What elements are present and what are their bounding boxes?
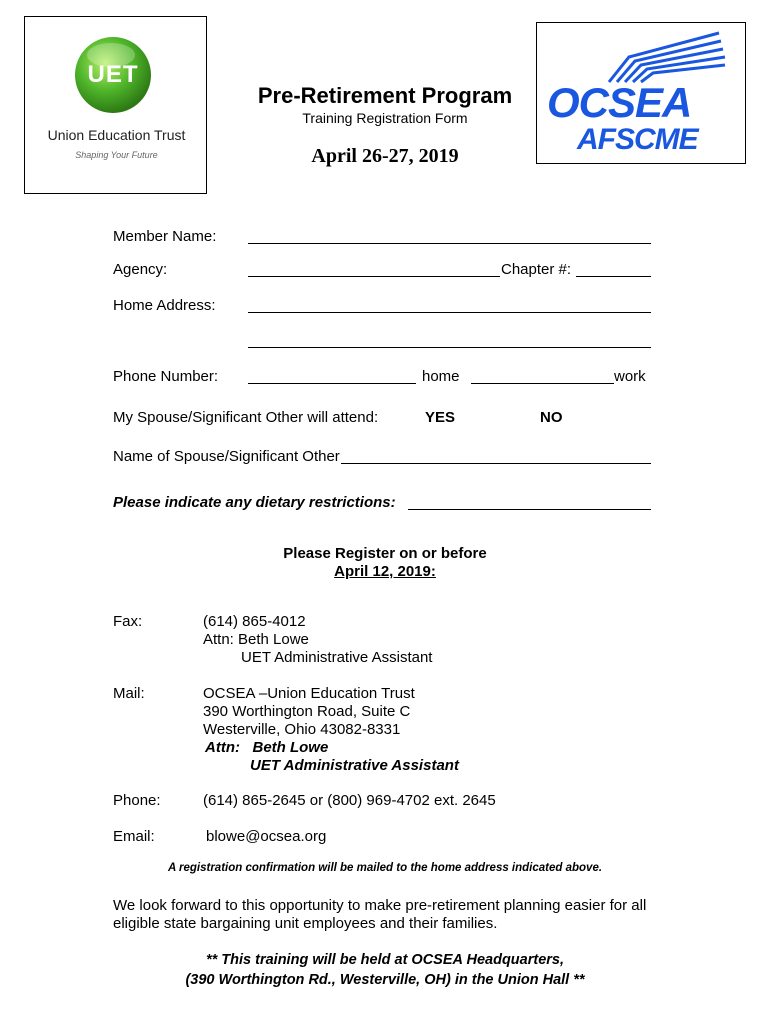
phone-value: (614) 865-2645 or (800) 969-4702 ext. 2645 — [203, 792, 496, 809]
work-phone-label: work — [614, 368, 646, 385]
phone-number-label: Phone Number: — [113, 368, 219, 385]
member-name-label: Member Name: — [113, 228, 217, 245]
page-subtitle: Training Registration Form — [302, 110, 468, 126]
home-phone-field[interactable] — [248, 383, 416, 384]
home-address-field-1[interactable] — [248, 312, 651, 313]
mail-role: UET Administrative Assistant — [250, 757, 459, 774]
uet-logo-name: Union Education Trust — [47, 127, 186, 143]
fax-number: (614) 865-4012 — [203, 613, 306, 630]
spouse-name-label: Name of Spouse/Significant Other — [113, 448, 340, 465]
ocsea-logo-top: OCSEA — [547, 79, 692, 126]
ocsea-swoosh-icon — [599, 27, 729, 87]
spouse-name-field[interactable] — [341, 463, 651, 464]
chapter-field[interactable] — [576, 276, 651, 277]
mail-attn: Attn: Beth Lowe — [205, 739, 329, 756]
fax-label: Fax: — [113, 613, 143, 630]
register-deadline-text: April 12, 2019: — [334, 563, 436, 580]
mail-label: Mail: — [113, 685, 145, 702]
home-phone-label: home — [422, 368, 460, 385]
spouse-attend-no[interactable]: NO — [540, 409, 563, 426]
email-value[interactable]: blowe@ocsea.org — [206, 828, 327, 845]
work-phone-field[interactable] — [471, 383, 614, 384]
home-address-field-2[interactable] — [248, 347, 651, 348]
ocsea-logo-bottom: AFSCME — [577, 123, 698, 156]
register-deadline — [200, 563, 570, 581]
confirmation-note: A registration confirmation will be mailed to the home address indicated above. — [167, 862, 603, 874]
mail-line1: OCSEA –Union Education Trust — [203, 685, 415, 702]
chapter-label: Chapter #: — [501, 261, 572, 278]
home-address-label: Home Address: — [113, 297, 216, 314]
closing-line2: eligible state bargaining unit employees and their families. — [113, 915, 498, 932]
uet-logo-box — [24, 16, 207, 194]
location-line2: (390 Worthington Rd., Westerville, OH) in the Union Hall ** — [185, 972, 585, 988]
dietary-label: Please indicate any dietary restrictions: — [113, 494, 396, 511]
location-line1: ** This training will be held at OCSEA Headquarters, — [205, 952, 564, 968]
mail-line3: Westerville, Ohio 43082-8331 — [203, 721, 401, 738]
dietary-field[interactable] — [408, 509, 651, 510]
agency-field[interactable] — [248, 276, 500, 277]
spouse-attend-yes[interactable]: YES — [425, 409, 456, 426]
fax-role: UET Administrative Assistant — [241, 649, 433, 666]
member-name-field[interactable] — [248, 243, 651, 244]
mail-line2: 390 Worthington Road, Suite C — [203, 703, 411, 720]
email-label: Email: — [113, 828, 155, 845]
phone-label: Phone: — [113, 792, 161, 809]
fax-attn: Attn: Beth Lowe — [203, 631, 309, 648]
event-date: April 26-27, 2019 — [311, 145, 459, 167]
uet-logo-tagline: Shaping Your Future — [75, 150, 158, 160]
page-title: Pre-Retirement Program — [257, 83, 513, 108]
spouse-attend-label: My Spouse/Significant Other will attend: — [113, 409, 379, 426]
closing-line1: We look forward to this opportunity to make pre-retirement planning easier for all — [113, 897, 647, 914]
register-line1: Please Register on or before — [283, 545, 487, 562]
agency-label: Agency: — [113, 261, 168, 278]
uet-logo-mark: UET — [87, 61, 139, 88]
